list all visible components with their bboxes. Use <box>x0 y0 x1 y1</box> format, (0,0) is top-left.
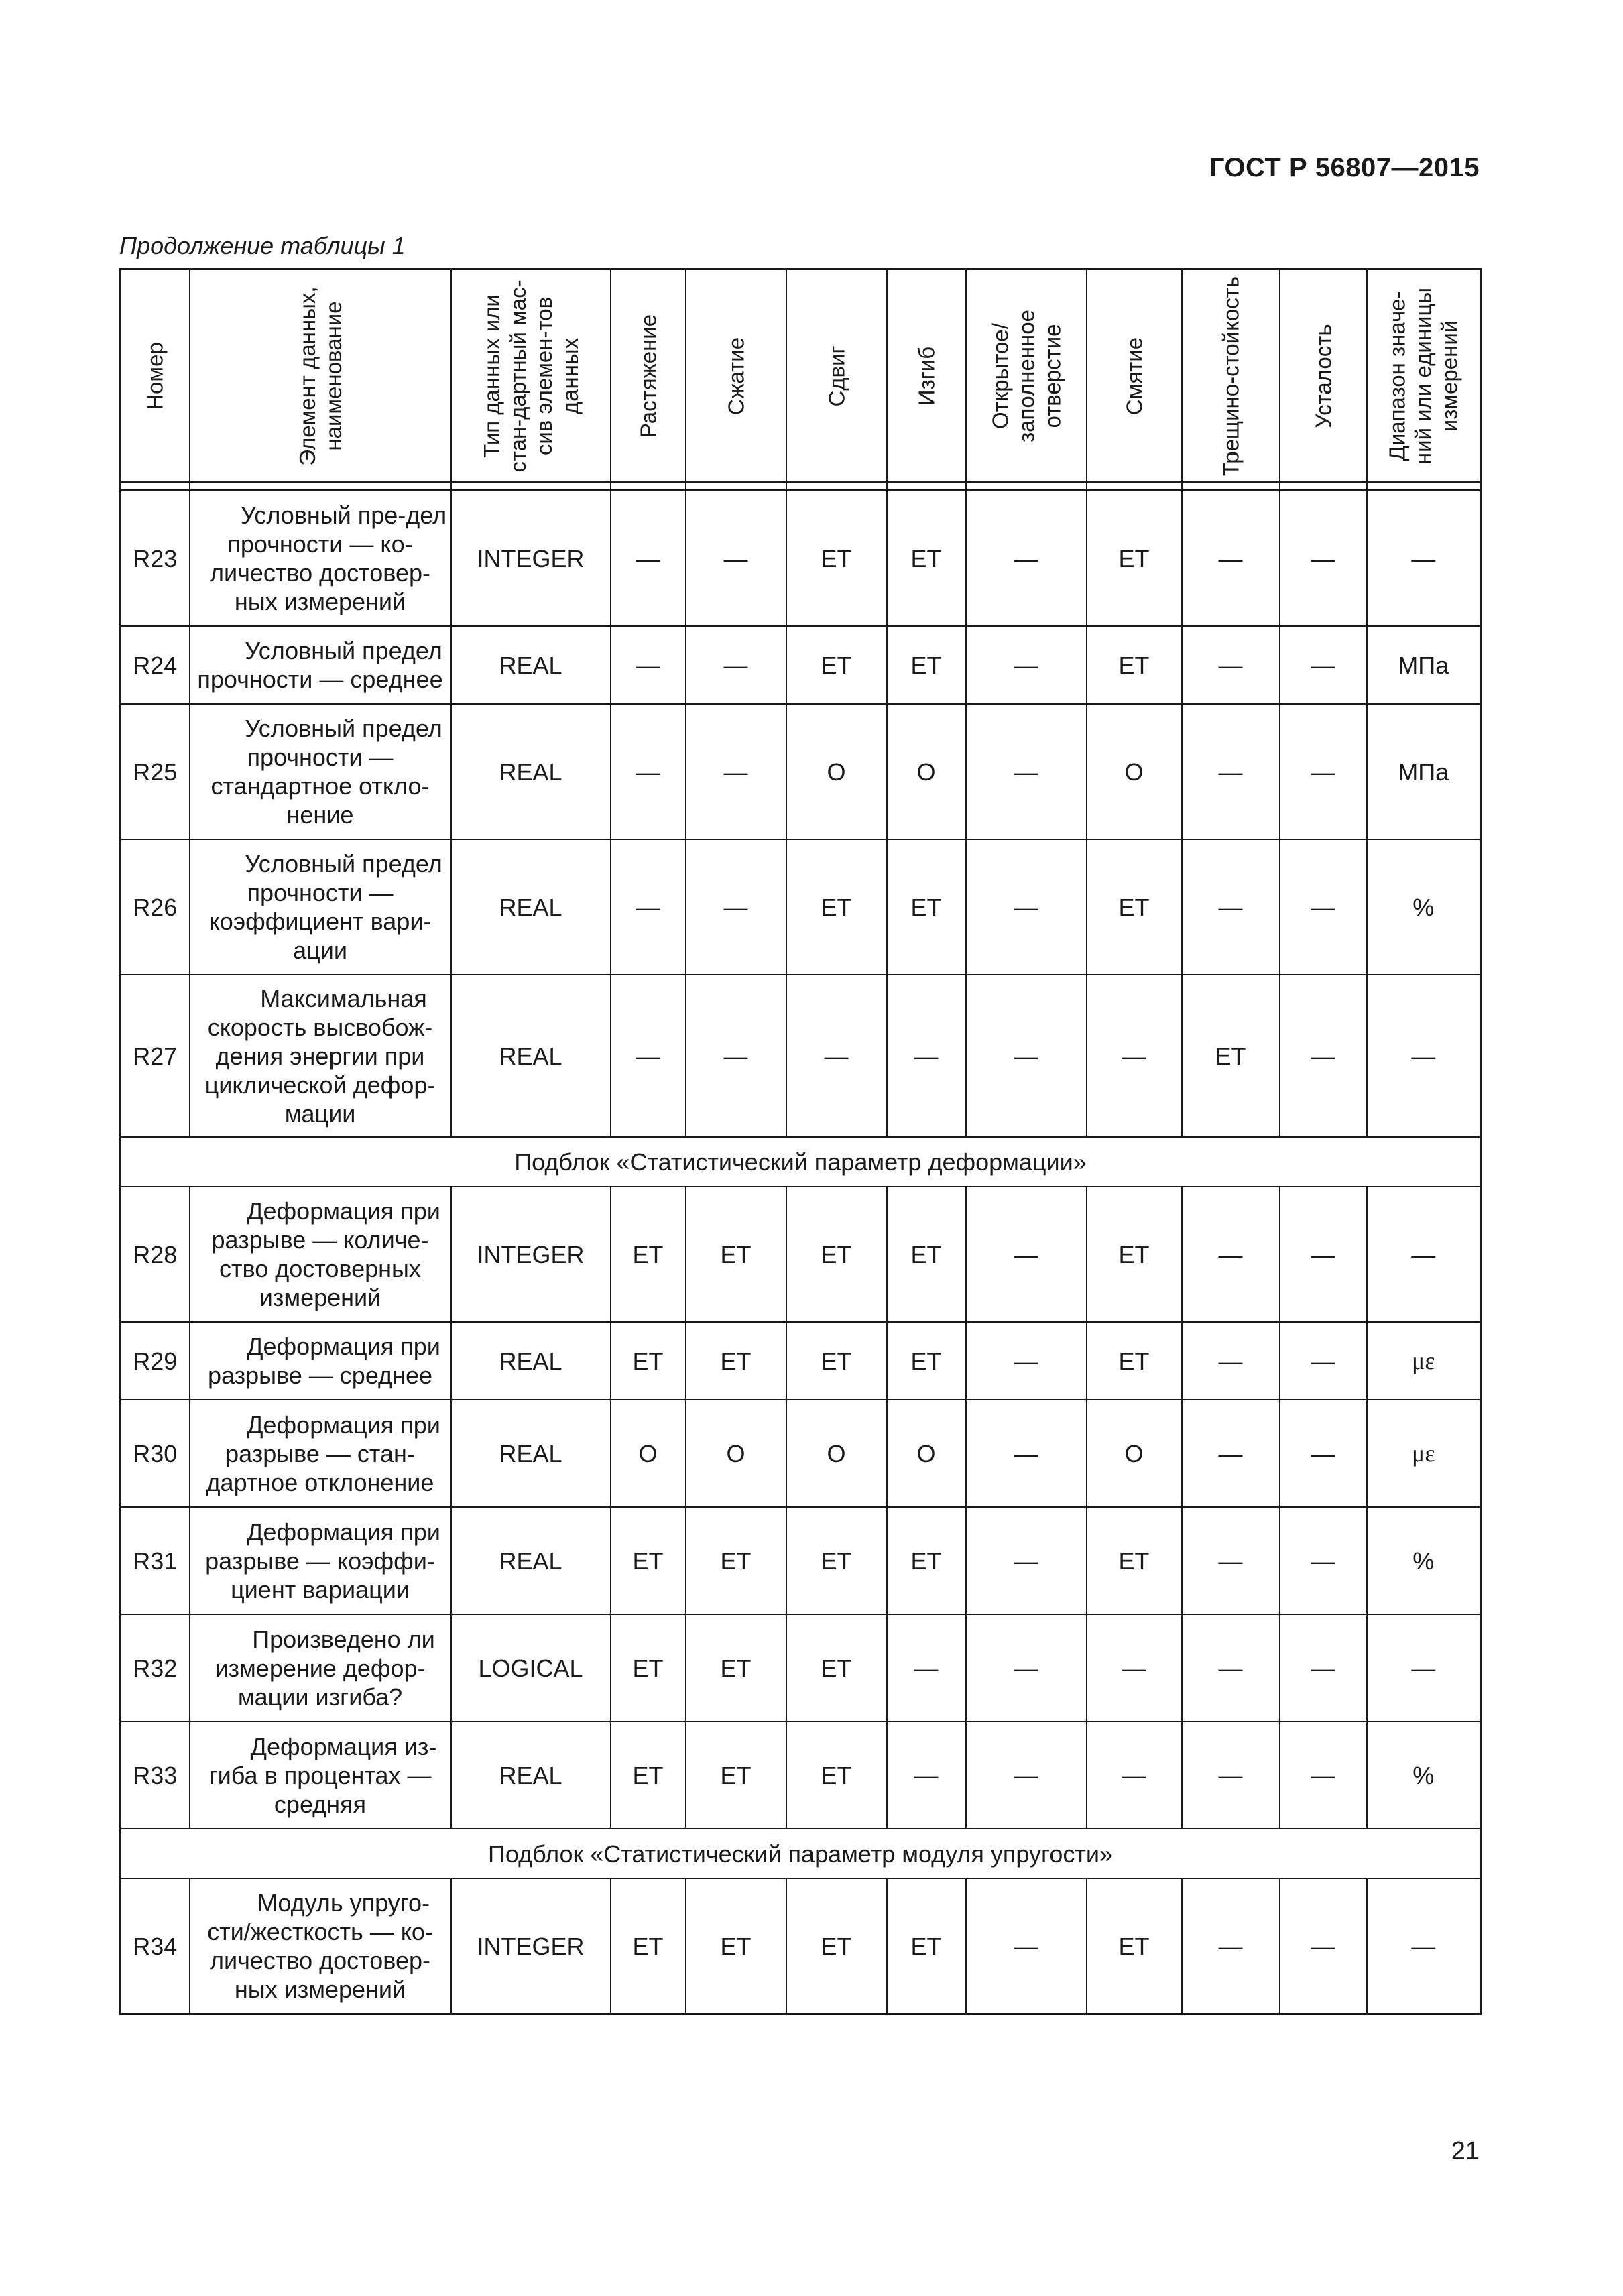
value-cell: ET <box>686 1322 786 1400</box>
element-name: Деформация при разрыве — количе-ство достоверных измерений <box>190 1187 451 1322</box>
col-header-data-type: Тип данных или стан-дартный мас-сив элемен-тов данных <box>451 269 611 483</box>
element-name: Произведено ли измерение дефор-мации изгиба? <box>190 1614 451 1721</box>
value-cell: — <box>1280 1507 1367 1614</box>
table-row <box>121 1878 1481 2014</box>
data-type: INTEGER <box>451 1878 611 2014</box>
value-cell: — <box>611 839 686 975</box>
value-cell: — <box>966 1400 1087 1507</box>
value-cell: — <box>1367 975 1481 1137</box>
value-cell: ET <box>1087 626 1182 704</box>
value-cell: — <box>966 975 1087 1137</box>
value-cell: ET <box>887 839 966 975</box>
value-cell: — <box>887 1614 966 1721</box>
value-cell: — <box>1280 1322 1367 1400</box>
value-cell: ET <box>611 1187 686 1322</box>
element-name: Максимальная скорость высвобож-дения энергии при циклической дефор-мации <box>190 975 451 1137</box>
value-cell: ET <box>686 1507 786 1614</box>
element-name: Деформация при разрыве — среднее <box>190 1322 451 1400</box>
value-cell: — <box>966 1322 1087 1400</box>
value-cell: ET <box>611 1878 686 2014</box>
subblock-title: Подблок «Статистический параметр деформации» <box>121 1137 1481 1187</box>
value-cell: % <box>1367 839 1481 975</box>
table-row <box>121 1507 1481 1614</box>
value-cell: — <box>1280 1614 1367 1721</box>
element-name: Деформация при разрыве — стан-дартное отклонение <box>190 1400 451 1507</box>
data-type: LOGICAL <box>451 1614 611 1721</box>
header-row <box>121 269 1481 483</box>
value-cell: — <box>966 1614 1087 1721</box>
value-cell: ET <box>887 491 966 627</box>
value-cell: ET <box>786 1322 887 1400</box>
col-header-bending: Изгиб <box>887 269 966 483</box>
table-row <box>121 491 1481 627</box>
value-cell: ET <box>887 1878 966 2014</box>
value-cell: — <box>1182 1878 1280 2014</box>
value-cell: ET <box>887 1322 966 1400</box>
value-cell: — <box>1280 1400 1367 1507</box>
row-number: R26 <box>121 839 190 975</box>
value-cell: — <box>966 626 1087 704</box>
value-cell: O <box>786 704 887 839</box>
table-body <box>121 491 1481 2014</box>
data-type: REAL <box>451 839 611 975</box>
value-cell: — <box>1087 1614 1182 1721</box>
value-cell: — <box>1182 1187 1280 1322</box>
value-cell: — <box>1182 1721 1280 1829</box>
value-cell: ET <box>1087 491 1182 627</box>
value-cell: — <box>1182 839 1280 975</box>
value-cell: ET <box>786 839 887 975</box>
row-number: R32 <box>121 1614 190 1721</box>
row-number: R23 <box>121 491 190 627</box>
value-cell: με <box>1367 1400 1481 1507</box>
value-cell: — <box>611 975 686 1137</box>
value-cell: — <box>1367 1614 1481 1721</box>
row-number: R34 <box>121 1878 190 2014</box>
data-type: REAL <box>451 1322 611 1400</box>
col-header-crack-resistance: Трещино-стойкость <box>1182 269 1280 483</box>
value-cell: — <box>1182 704 1280 839</box>
row-number: R31 <box>121 1507 190 1614</box>
col-header-fatigue: Усталость <box>1280 269 1367 483</box>
col-header-element-name: Элемент данных, наименование <box>190 269 451 483</box>
value-cell: — <box>686 975 786 1137</box>
col-header-compression: Сжатие <box>686 269 786 483</box>
value-cell: ET <box>686 1187 786 1322</box>
value-cell: ET <box>611 1614 686 1721</box>
value-cell: ET <box>1087 1322 1182 1400</box>
value-cell: — <box>966 491 1087 627</box>
data-type: INTEGER <box>451 491 611 627</box>
table-row <box>121 975 1481 1137</box>
data-type: REAL <box>451 704 611 839</box>
value-cell: ET <box>786 491 887 627</box>
value-cell: — <box>1182 626 1280 704</box>
col-header-bearing: Смятие <box>1087 269 1182 483</box>
data-type: REAL <box>451 626 611 704</box>
row-number: R27 <box>121 975 190 1137</box>
table-row <box>121 626 1481 704</box>
subblock-title: Подблок «Статистический параметр модуля упругости» <box>121 1829 1481 1878</box>
value-cell: — <box>1367 491 1481 627</box>
col-header-shear: Сдвиг <box>786 269 887 483</box>
value-cell: — <box>1280 704 1367 839</box>
element-name: Условный предел прочности — стандартное откло-нение <box>190 704 451 839</box>
col-header-number: Номер <box>121 269 190 483</box>
data-type: REAL <box>451 1507 611 1614</box>
value-cell: — <box>966 1721 1087 1829</box>
value-cell: — <box>1087 1721 1182 1829</box>
value-cell: — <box>611 704 686 839</box>
table-row <box>121 704 1481 839</box>
value-cell: — <box>686 839 786 975</box>
value-cell: — <box>1280 839 1367 975</box>
standard-designation: ГОСТ Р 56807—2015 <box>1209 153 1480 182</box>
data-type: REAL <box>451 1721 611 1829</box>
value-cell: — <box>966 1507 1087 1614</box>
value-cell: O <box>887 1400 966 1507</box>
value-cell: — <box>966 839 1087 975</box>
table-caption: Продолжение таблицы 1 <box>119 232 406 259</box>
value-cell: ET <box>686 1614 786 1721</box>
value-cell: — <box>1367 1878 1481 2014</box>
subblock-row <box>121 1829 1481 1878</box>
value-cell: МПа <box>1367 704 1481 839</box>
value-cell: ET <box>887 1507 966 1614</box>
value-cell: — <box>611 491 686 627</box>
value-cell: — <box>966 1878 1087 2014</box>
value-cell: — <box>1280 1187 1367 1322</box>
row-number: R28 <box>121 1187 190 1322</box>
value-cell: — <box>1182 491 1280 627</box>
value-cell: ET <box>786 1187 887 1322</box>
data-type: INTEGER <box>451 1187 611 1322</box>
value-cell: — <box>686 626 786 704</box>
element-name: Деформация при разрыве — коэффи-циент вариации <box>190 1507 451 1614</box>
value-cell: — <box>1182 1614 1280 1721</box>
element-name: Модуль упруго-сти/жесткость — ко-личество достовер-ных измерений <box>190 1878 451 2014</box>
table-row <box>121 1614 1481 1721</box>
value-cell: O <box>1087 704 1182 839</box>
data-type: REAL <box>451 1400 611 1507</box>
value-cell: ET <box>611 1507 686 1614</box>
table-row <box>121 1400 1481 1507</box>
page-number: 21 <box>1451 2137 1480 2165</box>
value-cell: με <box>1367 1322 1481 1400</box>
value-cell: — <box>966 704 1087 839</box>
value-cell: ET <box>786 1878 887 2014</box>
row-number: R30 <box>121 1400 190 1507</box>
value-cell: O <box>611 1400 686 1507</box>
value-cell: — <box>887 1721 966 1829</box>
value-cell: — <box>1280 975 1367 1137</box>
value-cell: ET <box>1182 975 1280 1137</box>
value-cell: — <box>1182 1400 1280 1507</box>
value-cell: — <box>686 491 786 627</box>
data-type: REAL <box>451 975 611 1137</box>
table-row <box>121 1322 1481 1400</box>
value-cell: O <box>686 1400 786 1507</box>
value-cell: — <box>1367 1187 1481 1322</box>
value-cell: — <box>786 975 887 1137</box>
value-cell: — <box>1280 491 1367 627</box>
table-row <box>121 839 1481 975</box>
element-name: Условный предел прочности — среднее <box>190 626 451 704</box>
value-cell: — <box>611 626 686 704</box>
col-header-range-units: Диапазон значе-ний или единицы измерений <box>1367 269 1481 483</box>
col-header-tension: Растяжение <box>611 269 686 483</box>
value-cell: O <box>887 704 966 839</box>
value-cell: ET <box>1087 1507 1182 1614</box>
element-name: Условный пре-дел прочности — ко-личество достовер-ных измерений <box>190 491 451 627</box>
value-cell: ET <box>686 1878 786 2014</box>
row-number: R33 <box>121 1721 190 1829</box>
value-cell: % <box>1367 1721 1481 1829</box>
subblock-row <box>121 1137 1481 1187</box>
value-cell: ET <box>887 1187 966 1322</box>
row-number: R24 <box>121 626 190 704</box>
value-cell: — <box>1087 975 1182 1137</box>
value-cell: — <box>1182 1507 1280 1614</box>
data-table <box>119 268 1482 2015</box>
value-cell: O <box>1087 1400 1182 1507</box>
value-cell: ET <box>1087 839 1182 975</box>
value-cell: % <box>1367 1507 1481 1614</box>
value-cell: ET <box>611 1721 686 1829</box>
value-cell: ET <box>611 1322 686 1400</box>
table-row <box>121 1187 1481 1322</box>
value-cell: ET <box>786 1721 887 1829</box>
value-cell: — <box>966 1187 1087 1322</box>
value-cell: — <box>1280 626 1367 704</box>
value-cell: ET <box>887 626 966 704</box>
value-cell: O <box>786 1400 887 1507</box>
value-cell: ET <box>786 1507 887 1614</box>
value-cell: ET <box>686 1721 786 1829</box>
table-row <box>121 1721 1481 1829</box>
value-cell: ET <box>786 626 887 704</box>
value-cell: МПа <box>1367 626 1481 704</box>
value-cell: — <box>1280 1721 1367 1829</box>
value-cell: — <box>887 975 966 1137</box>
value-cell: — <box>686 704 786 839</box>
value-cell: ET <box>786 1614 887 1721</box>
element-name: Деформация из-гиба в процентах — средняя <box>190 1721 451 1829</box>
row-number: R29 <box>121 1322 190 1400</box>
value-cell: — <box>1182 1322 1280 1400</box>
col-header-open-filled-hole: Открытое/ заполненное отверстие <box>966 269 1087 483</box>
row-number: R25 <box>121 704 190 839</box>
value-cell: ET <box>1087 1187 1182 1322</box>
element-name: Условный предел прочности — коэффициент вари-ации <box>190 839 451 975</box>
value-cell: ET <box>1087 1878 1182 2014</box>
value-cell: — <box>1280 1878 1367 2014</box>
